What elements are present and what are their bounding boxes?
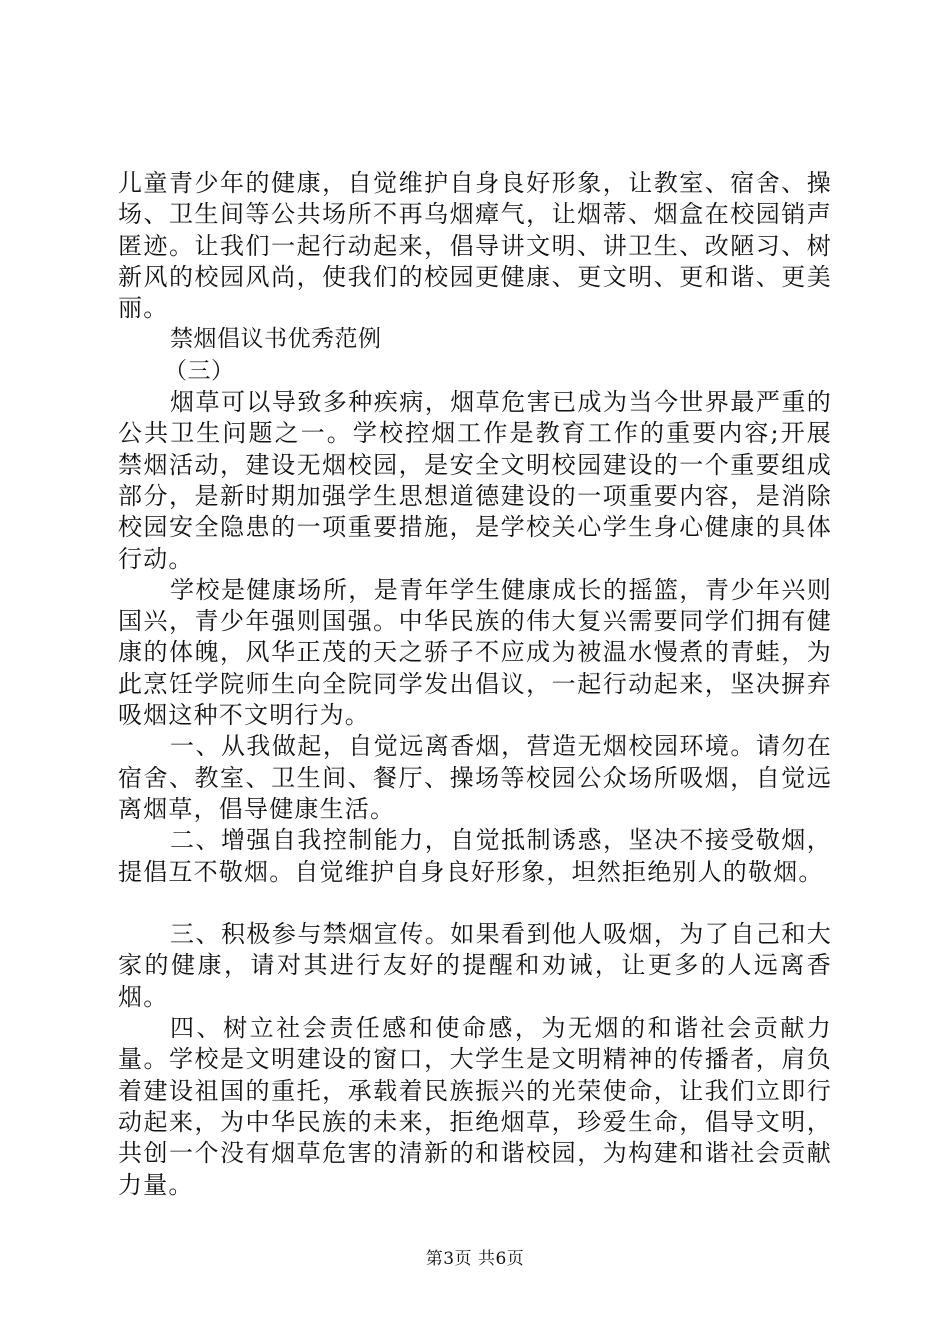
- page-footer: 第3页 共6页: [425, 1249, 525, 1269]
- document-body: [118, 168, 832, 1201]
- paragraph-item-1: 一、从我做起，自觉远离香烟，营造无烟校园环境。请勿在宿舍、教室、卫生间、餐厅、操场等校园公众场所吸烟，自觉远离烟草，倡导健康生活。: [118, 732, 832, 823]
- paragraph-item-3: 三、积极参与禁烟宣传。如果看到他人吸烟，为了自己和大家的健康，请对其进行友好的提醒和劝诫，让更多的人远离香烟。: [118, 920, 832, 1011]
- paragraph-school: 学校是健康场所，是青年学生健康成长的摇篮，青少年兴则国兴，青少年强则国强。中华民族的伟大复兴需要同学们拥有健康的体魄，风华正茂的天之骄子不应成为被温水慢煮的青蛙，为此烹饪学院师生向全院同学发出倡议，一起行动起来，坚决摒弃吸烟这种不文明行为。: [118, 575, 832, 730]
- paragraph-item-4: 四、树立社会责任感和使命感，为无烟的和谐社会贡献力量。学校是文明建设的窗口，大学生是文明精神的传播者，肩负着建设祖国的重托，承载着民族振兴的光荣使命，让我们立即行动起来，为中华民族的未来，拒绝烟草，珍爱生命，倡导文明，共创一个没有烟草危害的清新的和谐校园，为构建和谐社会贡献力量。: [118, 1014, 832, 1199]
- section-number: （三）: [164, 357, 235, 384]
- paragraph-intro: 烟草可以导致多种疾病，烟草危害已成为当今世界最严重的公共卫生问题之一。学校控烟工作是教育工作的重要内容;开展禁烟活动，建设无烟校园，是安全文明校园建设的一个重要组成部分，是新时期加强学生思想道德建设的一项重要内容，是消除校园安全隐患的一项重要措施，是学校关心学生身心健康的具体行动。: [118, 388, 832, 573]
- paragraph-continuation: 儿童青少年的健康，自觉维护自身良好形象，让教室、宿舍、操场、卫生间等公共场所不再乌烟瘴气，让烟蒂、烟盒在校园销声匿迹。让我们一起行动起来，倡导讲文明、讲卫生、改陋习、树新风的校园风尚，使我们的校园更健康、更文明、更和谐、更美丽。: [118, 169, 832, 323]
- section-title: 禁烟倡议书优秀范例: [170, 326, 382, 353]
- blank-line: [118, 888, 832, 919]
- paragraph-item-2: 二、增强自我控制能力，自觉抵制诱惑，坚决不接受敬烟，提倡互不敬烟。自觉维护自身良好形象，坦然拒绝别人的敬烟。: [118, 826, 832, 886]
